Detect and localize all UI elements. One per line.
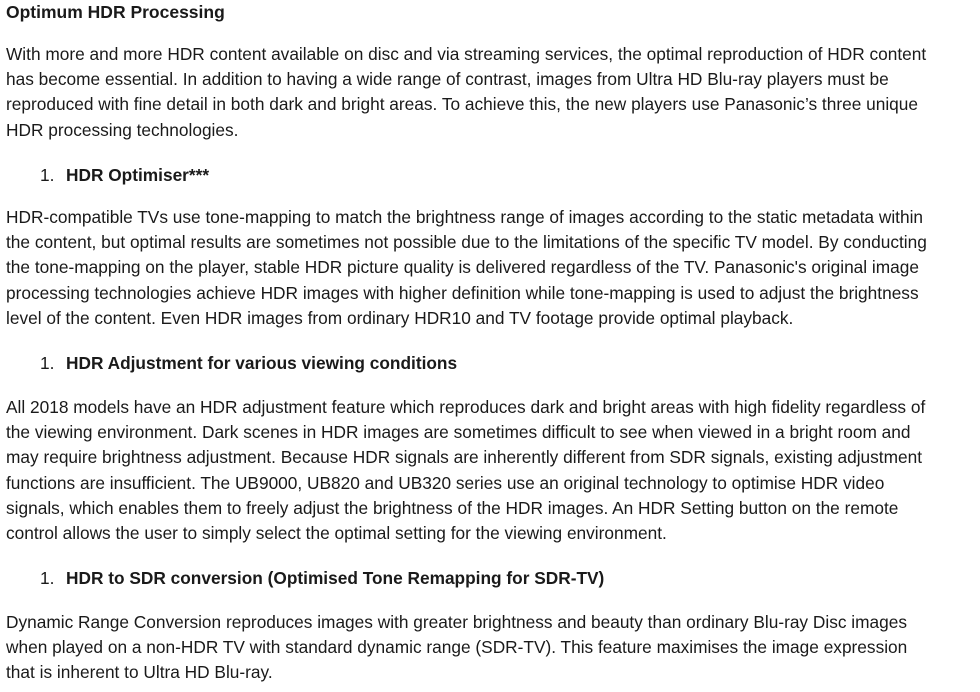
section-heading: HDR to SDR conversion (Optimised Tone Remapping for SDR-TV) <box>66 568 605 588</box>
paragraph-line: Dynamic Range Conversion reproduces images with greater brightness and beauty than ordinary Blu-ray Disc images <box>6 612 907 632</box>
paragraph-line: processing technologies achieve HDR images with higher definition while tone-mapping is used to adjust the brightness <box>6 282 919 303</box>
intro-paragraph <box>6 42 980 143</box>
section-paragraph-hdr-to-sdr <box>6 610 980 686</box>
list-number: 1. <box>40 568 55 588</box>
paragraph-line: With more and more HDR content available on disc and via streaming services, the optimal reproduction of HDR content <box>6 44 927 64</box>
paragraph-line: that is inherent to Ultra HD Blu-ray. <box>6 662 273 683</box>
list-number: 1. <box>40 353 55 373</box>
article-title: Optimum HDR Processing <box>6 2 225 22</box>
paragraph-line: All 2018 models have an HDR adjustment feature which reproduces dark and bright areas with high fidelity regardless of <box>6 397 926 417</box>
paragraph-line: the content, but optimal results are sometimes not possible due to the limitations of the specific TV model. By conducting <box>6 232 927 253</box>
section-paragraph-hdr-optimiser <box>6 205 980 331</box>
section-heading: HDR Optimiser*** <box>66 165 210 185</box>
paragraph-line: reproduced with fine detail in both dark and bright areas. To achieve this, the new players use Panasonic’s three unique <box>6 94 918 115</box>
paragraph-line: has become essential. In addition to having a wide range of contrast, images from Ultra HD Blu-ray players must be <box>6 69 889 90</box>
paragraph-line: may require brightness adjustment. Because HDR signals are inherently different from SDR signals, existing adjustment <box>6 447 923 468</box>
paragraph-line: HDR processing technologies. <box>6 119 239 140</box>
paragraph-line: the tone-mapping on the player, stable HDR picture quality is delivered regardless of the TV. Panasonic's original image <box>6 257 920 278</box>
section-heading: HDR Adjustment for various viewing conditions <box>66 353 458 373</box>
paragraph-line: control allows the user to simply select the optimal setting for the viewing environment. <box>6 523 667 544</box>
paragraph-line: level of the content. Even HDR images from ordinary HDR10 and TV footage provide optimal playback. <box>6 307 794 328</box>
paragraph-line: signals, which enables them to freely adjust the brightness of the HDR images. An HDR Setting button on the remote <box>6 497 899 518</box>
list-number: 1. <box>40 165 55 185</box>
section-paragraph-hdr-adjustment <box>6 395 980 546</box>
paragraph-line: the viewing environment. Dark scenes in HDR images are sometimes difficult to see when viewed in a bright room and <box>6 422 911 443</box>
paragraph-line: functions are insufficient. The UB9000, UB820 and UB320 series use an original technology to optimise HDR video <box>6 472 885 493</box>
paragraph-line: HDR-compatible TVs use tone-mapping to match the brightness range of images according to the static metadata within <box>6 207 924 227</box>
paragraph-line: when played on a non-HDR TV with standard dynamic range (SDR-TV). This feature maximises the image expression <box>6 637 908 658</box>
